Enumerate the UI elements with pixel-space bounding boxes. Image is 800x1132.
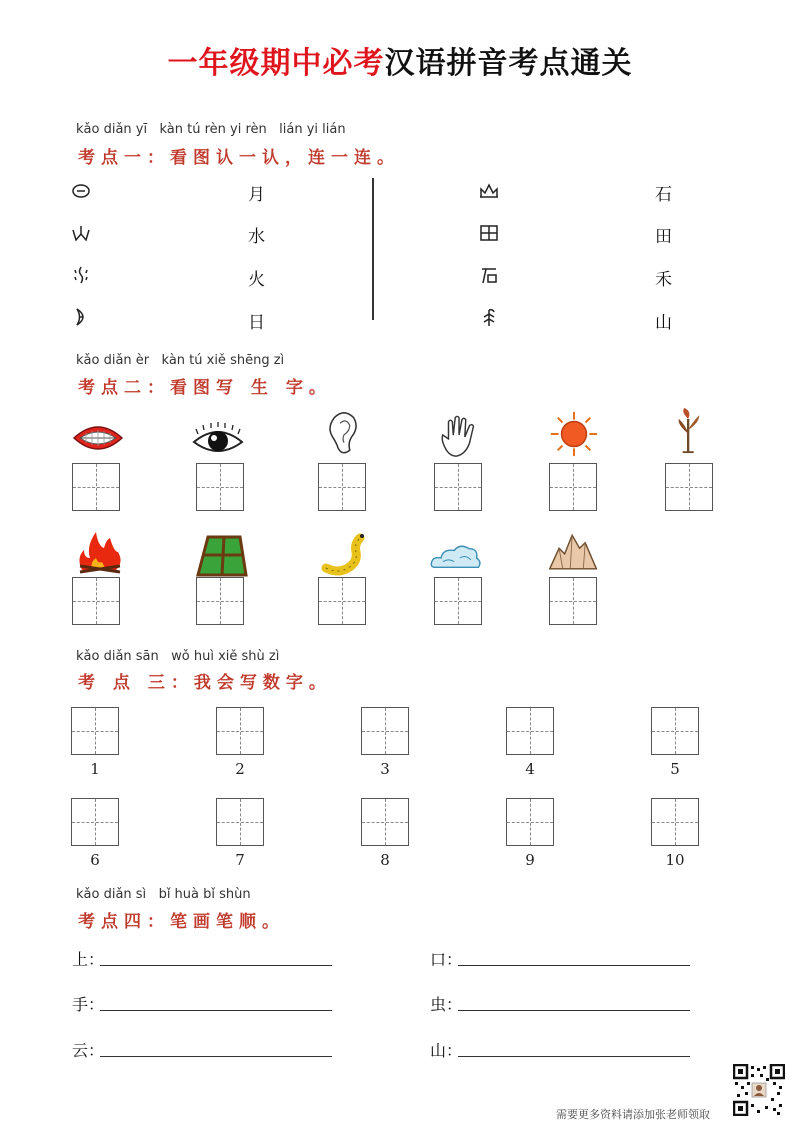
number-writing-box[interactable] bbox=[216, 798, 264, 846]
number-label: 10 bbox=[665, 851, 685, 869]
number-writing-box[interactable] bbox=[361, 707, 409, 755]
stroke-answer-line[interactable] bbox=[100, 1010, 332, 1011]
ear-icon bbox=[316, 408, 372, 456]
number-label: 2 bbox=[235, 760, 245, 778]
ancient-fire-glyph-icon bbox=[70, 222, 92, 244]
number-writing-box[interactable] bbox=[361, 798, 409, 846]
matching-divider bbox=[372, 178, 374, 320]
ancient-moon-glyph-icon bbox=[70, 306, 92, 328]
section1-heading: 考点一：看图认一认，连一连。 bbox=[78, 148, 400, 168]
stroke-answer-line[interactable] bbox=[458, 1010, 690, 1011]
ancient-mountain-glyph-icon bbox=[478, 180, 500, 202]
match-left-char: 水 bbox=[248, 227, 265, 247]
worm-icon bbox=[318, 528, 374, 576]
number-writing-box[interactable] bbox=[651, 798, 699, 846]
match-right-char: 田 bbox=[655, 227, 672, 247]
writing-box[interactable] bbox=[318, 577, 366, 625]
number-writing-box[interactable] bbox=[506, 798, 554, 846]
section1-pinyin: kǎo diǎn yī kàn tú rèn yi rèn lián yi lián bbox=[76, 122, 346, 137]
number-label: 9 bbox=[525, 851, 535, 869]
section4-pinyin: kǎo diǎn sì bǐ huà bǐ shùn bbox=[76, 887, 251, 902]
section2-heading: 考点二：看图写 生 字。 bbox=[78, 378, 332, 398]
number-label: 4 bbox=[525, 760, 535, 778]
match-right-char: 山 bbox=[655, 313, 672, 333]
section3-heading: 考 点 三：我会写数字。 bbox=[78, 673, 332, 693]
writing-box[interactable] bbox=[318, 463, 366, 511]
page-title bbox=[0, 38, 800, 82]
mountain-icon bbox=[546, 528, 602, 576]
writing-box[interactable] bbox=[72, 463, 120, 511]
writing-box[interactable] bbox=[434, 463, 482, 511]
number-label: 1 bbox=[90, 760, 100, 778]
title-black-part: 汉语拼音考点通关 bbox=[384, 46, 633, 81]
stroke-char-label: 手： bbox=[72, 995, 105, 1014]
writing-box[interactable] bbox=[72, 577, 120, 625]
number-label: 5 bbox=[670, 760, 680, 778]
match-left-char: 月 bbox=[248, 185, 265, 205]
stroke-answer-line[interactable] bbox=[100, 965, 332, 966]
writing-box[interactable] bbox=[196, 463, 244, 511]
fire-icon bbox=[72, 528, 128, 576]
number-label: 8 bbox=[380, 851, 390, 869]
stroke-answer-line[interactable] bbox=[458, 965, 690, 966]
stroke-char-label: 山： bbox=[430, 1041, 463, 1060]
match-right-char: 石 bbox=[655, 185, 672, 205]
hand-icon bbox=[432, 412, 488, 460]
writing-box[interactable] bbox=[549, 577, 597, 625]
stroke-char-label: 上： bbox=[72, 950, 105, 969]
sun-icon bbox=[546, 410, 602, 458]
section4-heading: 考点四：笔画笔顺。 bbox=[78, 912, 285, 932]
number-writing-box[interactable] bbox=[216, 707, 264, 755]
ancient-grain-glyph-icon bbox=[478, 306, 500, 328]
number-label: 7 bbox=[235, 851, 245, 869]
number-writing-box[interactable] bbox=[71, 798, 119, 846]
mouth-icon bbox=[70, 414, 126, 462]
stroke-answer-line[interactable] bbox=[100, 1056, 332, 1057]
qr-code-icon bbox=[733, 1064, 785, 1116]
stroke-char-label: 口： bbox=[430, 950, 463, 969]
ancient-field-glyph-icon bbox=[478, 222, 500, 244]
ancient-water-glyph-icon bbox=[70, 264, 92, 286]
grain-plant-icon bbox=[662, 406, 718, 454]
writing-box[interactable] bbox=[665, 463, 713, 511]
section3-pinyin: kǎo diǎn sān wǒ huì xiě shù zì bbox=[76, 649, 280, 664]
stroke-char-label: 虫： bbox=[430, 995, 463, 1014]
field-icon bbox=[194, 532, 250, 580]
stroke-answer-line[interactable] bbox=[458, 1056, 690, 1057]
match-left-char: 日 bbox=[248, 313, 265, 333]
section2-pinyin: kǎo diǎn èr kàn tú xiě shēng zì bbox=[76, 353, 285, 368]
number-writing-box[interactable] bbox=[71, 707, 119, 755]
stroke-char-label: 云： bbox=[72, 1041, 105, 1060]
ancient-sun-glyph-icon bbox=[70, 180, 92, 202]
footer-note: 需要更多资料请添加张老师领取 bbox=[556, 1108, 710, 1121]
writing-box[interactable] bbox=[434, 577, 482, 625]
writing-box[interactable] bbox=[196, 577, 244, 625]
cloud-icon bbox=[428, 534, 484, 582]
number-writing-box[interactable] bbox=[651, 707, 699, 755]
number-writing-box[interactable] bbox=[506, 707, 554, 755]
ancient-stone-glyph-icon bbox=[478, 264, 500, 286]
title-red-part: 一年级期中必考 bbox=[167, 46, 385, 81]
number-label: 6 bbox=[90, 851, 100, 869]
match-left-char: 火 bbox=[248, 270, 265, 290]
writing-box[interactable] bbox=[549, 463, 597, 511]
number-label: 3 bbox=[380, 760, 390, 778]
eye-icon bbox=[190, 418, 246, 466]
match-right-char: 禾 bbox=[655, 270, 672, 290]
